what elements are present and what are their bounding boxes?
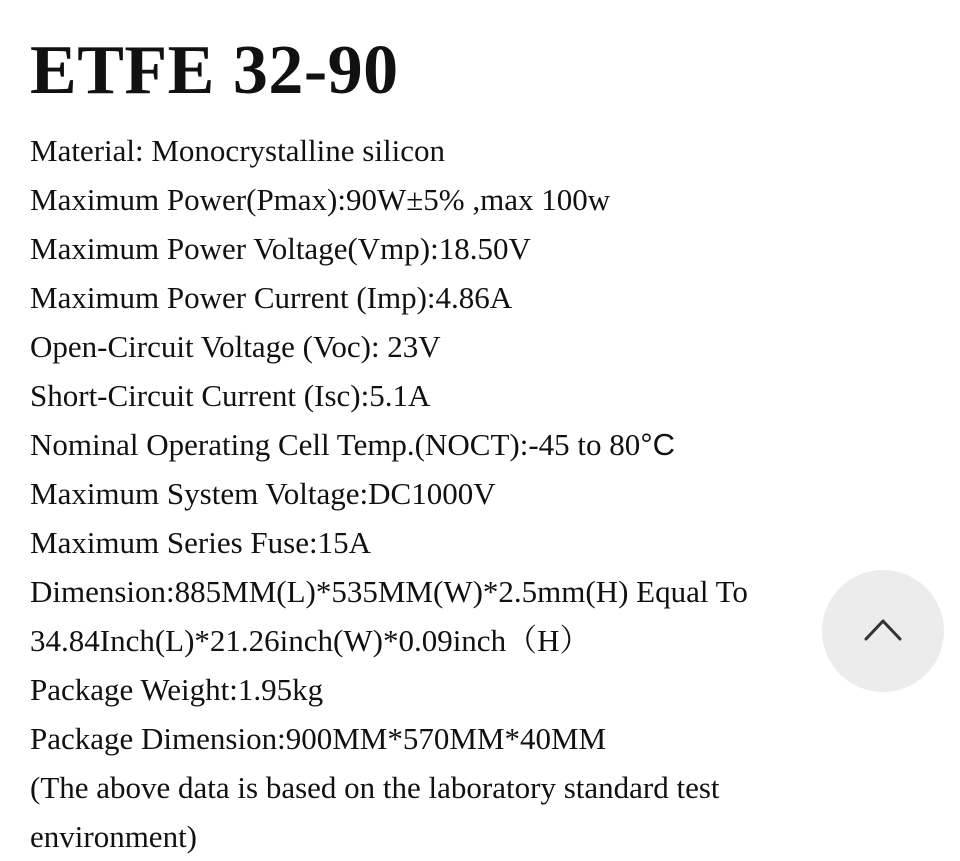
chevron-up-icon (863, 616, 903, 647)
spec-max-power: Maximum Power(Pmax):90W±5% ,max 100w (30, 182, 611, 217)
spec-sheet (30, 30, 930, 861)
spec-noct (30, 420, 930, 469)
spec-noct-unit: °C (640, 427, 676, 462)
spec-max-power-voltage: Maximum Power Voltage(Vmp):18.50V (30, 231, 531, 266)
spec-max-power-current: Maximum Power Current (Imp):4.86A (30, 280, 513, 315)
spec-material: Material: Monocrystalline silicon (30, 133, 445, 168)
page-title: ETFE 32-90 (30, 32, 399, 109)
spec-noct-text: Nominal Operating Cell Temp.(NOCT):-45 to 80 (30, 427, 641, 462)
scroll-to-top-button[interactable] (822, 570, 944, 692)
spec-open-circuit-voltage: Open-Circuit Voltage (Voc): 23V (30, 329, 441, 364)
spec-package-dimension: Package Dimension:900MM*570MM*40MM (30, 721, 607, 756)
spec-note: (The above data is based on the laboratory standard test environment) (30, 770, 720, 854)
spec-max-series-fuse: Maximum Series Fuse:15A (30, 525, 371, 560)
spec-package-weight: Package Weight:1.95kg (30, 672, 324, 707)
spec-dimension-mm: Dimension:885MM(L)*535MM(W)*2.5mm(H) Equal To (30, 574, 748, 609)
spec-dimension-inch: 34.84Inch(L)*21.26inch(W)*0.09inch（H） (30, 623, 591, 658)
spec-max-system-voltage: Maximum System Voltage:DC1000V (30, 476, 496, 511)
spec-list (30, 126, 930, 861)
spec-short-circuit-current: Short-Circuit Current (Isc):5.1A (30, 378, 431, 413)
